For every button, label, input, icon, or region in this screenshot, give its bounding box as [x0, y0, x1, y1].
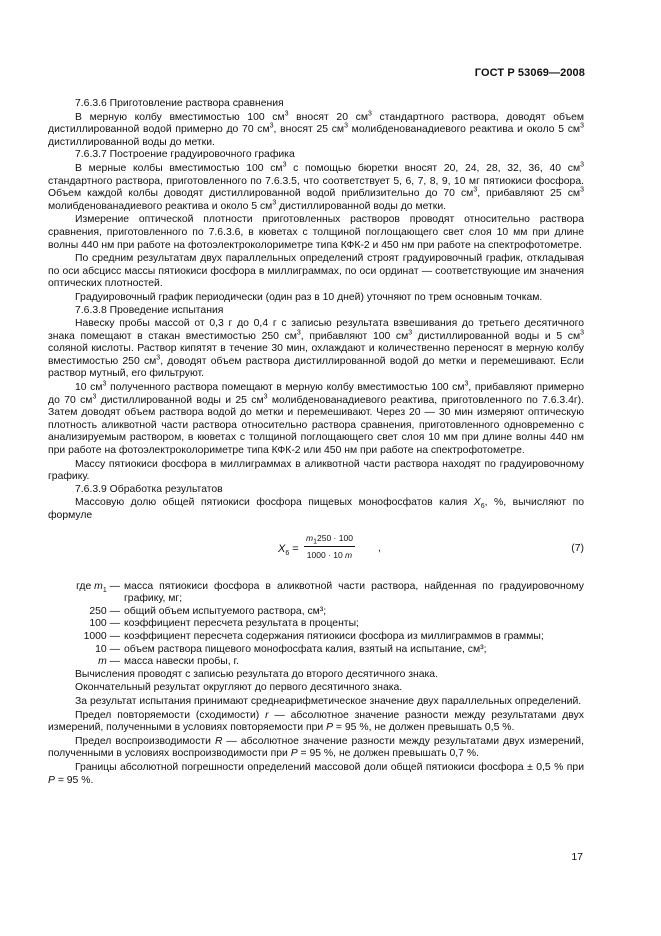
legend-definition: коэффициент пересчета содержания пятиокиси фосфора из миллиграммов в граммы; [124, 630, 544, 642]
formula-number: (7) [571, 542, 584, 554]
legend-symbol: 100 — [89, 618, 120, 630]
formula-7 [48, 529, 584, 573]
legend-symbol: 10 — [95, 643, 120, 655]
paragraph: В мерные колбы вместимостью 100 $см^3$ с помощью бюретки вносят 20, 24, 28, 32, 36, 40 $см^3$ стандартного раствора, приготовленного по 7.6.3.5, что соответствует 5, 6, 7, 8, 9, 10 мг пятиокиси фосфора. Объем каждой колбы доводят дистиллированной водой приблизительно до 70 $см^3$, прибавляют 25 $см^3$ молибденованадиевого реактива и около 5 $см^3$ дистиллированной воды до метки. [48, 161, 584, 212]
paragraph: Границы абсолютной погрешности определений массовой доли общей пятиокиси фосфора ± 0,5 % при P = 95 %. [48, 761, 584, 786]
paragraph: За результат испытания принимают среднеарифметическое значение двух параллельных определений. [75, 695, 582, 707]
legend-symbol: 1000 — [83, 630, 120, 642]
paragraph: Массовую долю общей пятиокиси фосфора пищевых монофосфатов калия $X_6$, %, вычисляют по формуле [48, 497, 584, 521]
paragraph: Окончательный результат округляют до первого десятичного знака. [75, 682, 403, 694]
legend-definition: коэффициент пересчета результата в проценты; [124, 618, 359, 630]
legend-definition: объем раствора пищевого монофосфата калия, взятый на испытание, см³; [124, 643, 487, 655]
formula-fraction [304, 533, 355, 561]
section-heading-7-6-3-9: 7.6.3.9 Обработка результатов [75, 483, 223, 495]
variable-legend [48, 581, 584, 669]
section-heading-7-6-3-7: 7.6.3.7 Построение градуировочного графика [75, 149, 295, 161]
legend-symbol: где $m_1$ — [76, 580, 120, 594]
formula-numerator: $m_1250 \cdot 100$ [306, 532, 353, 546]
paragraph: Вычисления проводят с записью результата до второго десятичного знака. [75, 668, 438, 680]
formula-lhs: $X_6$ = [278, 542, 299, 557]
paragraph: Измерение оптической плотности приготовленных растворов проводят относительно раствора сравнения, приготовленного по 7.6.3.6, в кюветах с толщиной поглощающего свет слоя 10 мм при длине волны 440 нм при работе на фотоэлектроколориметре типа КФК-2 и 450 нм при работе на спектрофотометре. [48, 214, 584, 251]
legend-definition: масса пятиокиси фосфора в аликвотной части раствора, найденная по градуировочному графику, мг; [124, 580, 584, 605]
paragraph: Градуировочный график периодически (один раз в 10 дней) уточняют по трем основным точкам. [75, 291, 543, 303]
paragraph: Навеску пробы массой от 0,3 г до 0,4 г с записью результата взвешивания до третьего десятичного знака помещают в стакан вместимостью 250 $см^3$, прибавляют 100 $см^3$ дистиллированной воды и 5 $см^3$ соляной кислоты. Раствор кипятят в течение 30 мин, охлаждают и количественно переносят в мерную колбу вместимостью 250 $см^3$, доводят объем раствора дистиллированной водой до метки и перемешивают. Если раствор мутный, его фильтруют. [48, 318, 585, 380]
paragraph: Предел повторяемости (сходимости) r — абсолютное значение разности между результатами двух измерений, полученными в условиях повторяемости при P = 95 %, не должен превышать 0,5 %. [48, 709, 584, 734]
formula-denominator: 1000 · 10 m [306, 549, 353, 560]
paragraph: Предел воспроизводимости R — абсолютное значение разности между результатами двух измерений, полученными в условиях воспроизводимости при P = 95 %, не должен превышать 0,7 %. [48, 735, 585, 760]
legend-symbol: 250 — [89, 605, 120, 617]
document-code-header: ГОСТ Р 53069—2008 [474, 67, 585, 79]
page-body [48, 98, 584, 787]
formula-comma: , [378, 542, 381, 554]
section-heading-7-6-3-6: 7.6.3.6 Приготовление раствора сравнения [75, 98, 284, 109]
legend-symbol: m — [98, 656, 120, 668]
legend-definition: общий объем испытуемого раствора, см³; [124, 605, 327, 617]
legend-definition: масса навески пробы, г. [124, 656, 239, 668]
paragraph: Массу пятиокиси фосфора в миллиграммах в аликвотной части раствора находят по градуировочному графику. [48, 458, 584, 483]
paragraph: В мерную колбу вместимостью 100 $см^3$ вносят 20 $см^3$ стандартного раствора, доводят объем дистиллированной водой примерно до 70 $см^3$, вносят 25 $см^3$ молибденованадиевого реактива и около 5 $см^3$ дистиллированной воды до метки. [48, 110, 584, 148]
page-number: 17 [571, 851, 583, 863]
paragraph: 10 $см^3$ полученного раствора помещают в мерную колбу вместимостью 100 $см^3$, прибавляют примерно до 70 $см^3$ дистиллированной воды и 25 $см^3$ молибденованадиевого реактива, приготовленного по 7.6.3.4г). Затем доводят объем раствора водой до метки и перемешивают. Через 20 — 30 мин измеряют оптическую плотность аликвотной части раствора относительно раствора сравнения, приготовленного одновременно с анализируемым раствором, в кюветах с толщиной поглощающего свет слоя 10 мм при длине волны 440 нм при работе на фотоэлектроколориметре типа КФК-2 или 450 нм при работе на спектрофотометре. [48, 380, 584, 457]
section-heading-7-6-3-8: 7.6.3.8 Проведение испытания [75, 304, 224, 316]
paragraph: По средним результатам двух параллельных определений строят градуировочный график, откладывая по оси абсцисс массы пятиокиси фосфора в миллиграммах, по оси ординат — соответствующие им значения оптических плотностей. [48, 253, 584, 290]
